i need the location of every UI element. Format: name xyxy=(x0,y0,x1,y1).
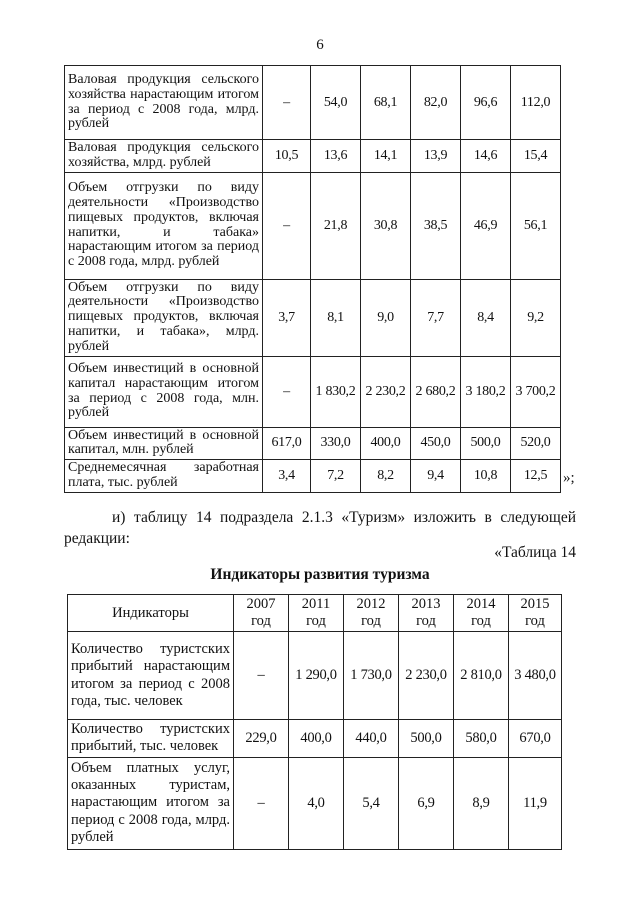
indicator-label: Валовая продукция сельского хозяйства нарастающим итогом за период с 2008 года, млрд. рублей xyxy=(65,66,263,140)
value-cell: 580,0 xyxy=(454,720,509,758)
indicator-label: Среднемесячная заработная плата, тыс. рублей xyxy=(65,460,263,493)
value-cell: 450,0 xyxy=(411,427,461,460)
indicator-label: Количество туристских прибытий нарастающим итогом за период с 2008 года, тыс. человек xyxy=(68,632,234,720)
value-cell: 500,0 xyxy=(461,427,511,460)
value-cell: – xyxy=(234,757,289,849)
value-cell: 8,4 xyxy=(461,279,511,356)
value-cell: 2 230,2 xyxy=(361,356,411,427)
value-cell: 2 680,2 xyxy=(411,356,461,427)
table-row xyxy=(65,356,561,427)
value-cell: 400,0 xyxy=(361,427,411,460)
value-cell: 6,9 xyxy=(399,757,454,849)
value-cell: 21,8 xyxy=(311,172,361,279)
value-cell: 2 810,0 xyxy=(454,632,509,720)
value-cell: 8,2 xyxy=(361,460,411,493)
header-year-2013: 2013 год xyxy=(399,595,454,632)
table-row xyxy=(68,632,562,720)
value-cell: 3,7 xyxy=(263,279,311,356)
agriculture-indicators-table xyxy=(64,65,561,493)
amendment-paragraph: и) таблицу 14 подраздела 2.1.3 «Туризм» изложить в следующей редакции: xyxy=(64,509,576,547)
value-cell: 440,0 xyxy=(344,720,399,758)
value-cell: 3 700,2 xyxy=(511,356,561,427)
header-year-2007: 2007 год xyxy=(234,595,289,632)
value-cell: 9,4 xyxy=(411,460,461,493)
header-year-2012: 2012 год xyxy=(344,595,399,632)
indicator-label: Объем инвестиций в основной капитал нарастающим итогом за период с 2008 года, млн. рублей xyxy=(65,356,263,427)
value-cell: 8,1 xyxy=(311,279,361,356)
value-cell: 1 730,0 xyxy=(344,632,399,720)
value-cell: 2 230,0 xyxy=(399,632,454,720)
value-cell: 7,2 xyxy=(311,460,361,493)
value-cell: 1 290,0 xyxy=(289,632,344,720)
value-cell: 68,1 xyxy=(361,66,411,140)
table-row xyxy=(65,172,561,279)
value-cell: 10,8 xyxy=(461,460,511,493)
indicator-label: Объем платных услуг, оказанных туристам, нарастающим итогом за период с 2008 года, млрд. рублей xyxy=(68,757,234,849)
value-cell: 38,5 xyxy=(411,172,461,279)
header-indicators: Индикаторы xyxy=(68,595,234,632)
value-cell: 14,1 xyxy=(361,140,411,173)
indicator-label: Объем отгрузки по виду деятельности «Производство пищевых продуктов, включая напитки, и табака», млрд. рублей xyxy=(65,279,263,356)
value-cell: 3 480,0 xyxy=(509,632,562,720)
value-cell: 7,7 xyxy=(411,279,461,356)
value-cell: 13,9 xyxy=(411,140,461,173)
table-row xyxy=(68,720,562,758)
table-title: Индикаторы развития туризма xyxy=(210,566,430,583)
header-year-2011: 2011 год xyxy=(289,595,344,632)
value-cell: 9,0 xyxy=(361,279,411,356)
indicator-label: Объем отгрузки по виду деятельности «Производство пищевых продуктов, включая напитки, и табака» нарастающим итогом за период с 2008 года, млрд. рублей xyxy=(65,172,263,279)
table-row xyxy=(65,140,561,173)
value-cell: 13,6 xyxy=(311,140,361,173)
table-closing-quote: »; xyxy=(563,470,575,486)
table-reference: «Таблица 14 xyxy=(494,544,576,561)
value-cell: – xyxy=(234,632,289,720)
value-cell: 14,6 xyxy=(461,140,511,173)
indicator-label: Количество туристских прибытий, тыс. человек xyxy=(68,720,234,758)
page-number: 6 xyxy=(316,37,324,53)
value-cell: 12,5 xyxy=(511,460,561,493)
value-cell: 520,0 xyxy=(511,427,561,460)
table-row xyxy=(65,66,561,140)
indicator-label: Объем инвестиций в основной капитал, млн. рублей xyxy=(65,427,263,460)
value-cell: 229,0 xyxy=(234,720,289,758)
value-cell: 1 830,2 xyxy=(311,356,361,427)
value-cell: 500,0 xyxy=(399,720,454,758)
table-row xyxy=(65,427,561,460)
table-header-row xyxy=(68,595,562,632)
value-cell: 112,0 xyxy=(511,66,561,140)
value-cell: 5,4 xyxy=(344,757,399,849)
value-cell: 670,0 xyxy=(509,720,562,758)
value-cell: 15,4 xyxy=(511,140,561,173)
value-cell: – xyxy=(263,356,311,427)
value-cell: 96,6 xyxy=(461,66,511,140)
header-year-2014: 2014 год xyxy=(454,595,509,632)
value-cell: – xyxy=(263,66,311,140)
table-row xyxy=(68,757,562,849)
value-cell: 82,0 xyxy=(411,66,461,140)
value-cell: 400,0 xyxy=(289,720,344,758)
value-cell: 9,2 xyxy=(511,279,561,356)
header-year-2015: 2015 год xyxy=(509,595,562,632)
value-cell: 4,0 xyxy=(289,757,344,849)
table-row xyxy=(65,460,561,493)
value-cell: 8,9 xyxy=(454,757,509,849)
value-cell: 46,9 xyxy=(461,172,511,279)
tourism-indicators-table xyxy=(67,594,562,850)
value-cell: 10,5 xyxy=(263,140,311,173)
value-cell: 617,0 xyxy=(263,427,311,460)
table-row xyxy=(65,279,561,356)
value-cell: 30,8 xyxy=(361,172,411,279)
value-cell: – xyxy=(263,172,311,279)
indicator-label: Валовая продукция сельского хозяйства, млрд. рублей xyxy=(65,140,263,173)
value-cell: 330,0 xyxy=(311,427,361,460)
value-cell: 54,0 xyxy=(311,66,361,140)
value-cell: 56,1 xyxy=(511,172,561,279)
value-cell: 3,4 xyxy=(263,460,311,493)
value-cell: 3 180,2 xyxy=(461,356,511,427)
value-cell: 11,9 xyxy=(509,757,562,849)
